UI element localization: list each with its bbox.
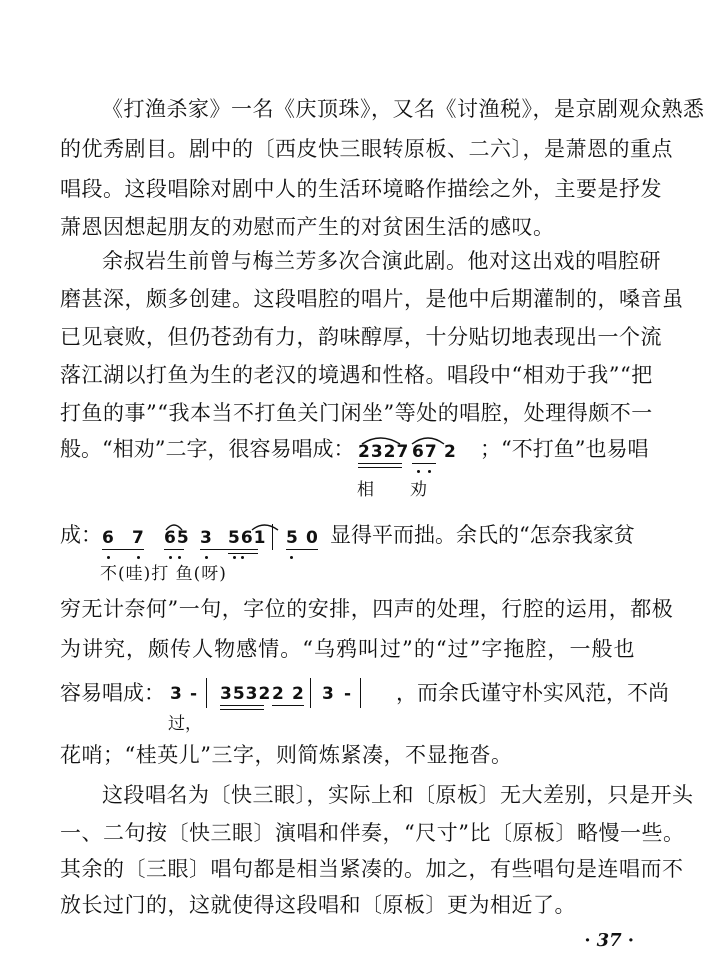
notation-line-1	[60, 432, 649, 472]
bar-line	[206, 678, 207, 708]
note: 3	[170, 684, 183, 704]
note: 7	[132, 528, 145, 548]
note: 2	[272, 684, 285, 704]
text-line: 已见衰败，但仍苍劲有力，韵味醇厚，十分贴切地表现出一个流	[60, 325, 662, 349]
note: 2	[292, 684, 305, 704]
text-line: 落江湖以打鱼为生的老汉的境遇和性格。唱段中“相劝于我”“把	[60, 363, 653, 387]
lyric-syllable: 劝	[410, 480, 427, 500]
underline	[358, 463, 402, 464]
lyric-syllable: 相	[357, 480, 374, 500]
dash: -	[190, 684, 199, 704]
lyric-syllable: 过，	[168, 714, 202, 734]
note-group: 2327	[358, 442, 410, 462]
bar-line	[310, 678, 311, 708]
underline	[272, 705, 304, 706]
underline	[164, 549, 184, 550]
notation-line-2	[60, 518, 635, 558]
underline	[220, 709, 264, 710]
text-line: 穷无计奈何”一句，字位的安排，四声的处理，行腔的运用，都极	[60, 597, 674, 621]
text-line: 余叔岩生前曾与梅兰芳多次合演此剧。他对这出戏的唱腔研	[102, 249, 661, 273]
lyric-line: 不(哇)打 鱼(呀)	[100, 564, 227, 584]
note: 6	[102, 528, 115, 548]
octave-dot	[290, 556, 293, 559]
note-group: 561	[228, 528, 267, 548]
underline	[200, 549, 258, 550]
underline	[412, 463, 436, 464]
text-line: 这段唱名为〔快三眼〕，实际上和〔原板〕无大差别，只是开头	[102, 783, 694, 807]
bar-line	[360, 678, 361, 708]
underline	[358, 467, 402, 468]
underline	[220, 705, 264, 706]
underline	[286, 549, 318, 550]
notation-line-3	[60, 676, 669, 716]
text-before-notation: 般。“相劝”二字，很容易唱成：	[60, 437, 355, 461]
text-line: 《打渔杀家》一名《庆顶珠》，又名《讨渔税》，是京剧观众熟悉	[102, 97, 705, 121]
octave-dot	[137, 556, 140, 559]
octave-dot	[107, 556, 110, 559]
note: 5	[286, 528, 299, 548]
text-after-notation: 显得平而拙。余氏的“怎奈我家贫	[330, 523, 635, 547]
text-line: 的优秀剧目。剧中的〔西皮快三眼转原板、二六〕，是萧恩的重点	[60, 137, 673, 161]
text-after-notation: ，而余氏谨守朴实风范，不尚	[396, 681, 669, 705]
text-before-notation: 成：	[60, 523, 102, 547]
text-line: 放长过门的，这就使得这段唱和〔原板〕更为相近了。	[60, 893, 576, 917]
text-line: 萧恩因想起朋友的劝慰而产生的对贫困生活的感叹。	[60, 215, 555, 239]
text-before-notation: 容易唱成：	[60, 681, 165, 705]
underline	[228, 553, 258, 554]
octave-dot	[241, 556, 244, 559]
note-group: 67	[412, 442, 438, 462]
note-group: 2	[444, 442, 457, 462]
text-line: 磨甚深，颇多创建。这段唱腔的唱片，是他中后期灌制的，嗓音虽	[60, 287, 684, 311]
bar-line	[272, 524, 273, 550]
octave-dot	[417, 470, 420, 473]
note: 3	[322, 684, 335, 704]
text-line: 其余的〔三眼〕唱句都是相当紧凑的。加之，有些唱句是连唱而不	[60, 857, 684, 881]
octave-dot	[169, 556, 172, 559]
text-line: 打鱼的事”“我本当不打鱼关门闲坐”等处的唱腔，处理得颇不一	[60, 401, 653, 425]
text-line: 为讲究，颇传人物感情。“乌鸦叫过”的“过”字拖腔，一般也	[60, 637, 635, 661]
note-group: 65	[164, 528, 190, 548]
page-number-value: 37	[596, 930, 622, 951]
octave-dot	[428, 470, 431, 473]
text-line: 一、二句按〔快三眼〕演唱和伴奏，“尺寸”比〔原板〕略慢一些。	[60, 821, 685, 845]
underline	[102, 549, 144, 550]
note: 3	[200, 528, 213, 548]
octave-dot	[233, 556, 236, 559]
octave-dot	[205, 556, 208, 559]
text-line: 唱段。这段唱除对剧中人的生活环境略作描绘之外，主要是抒发	[60, 177, 662, 201]
text-after-notation: ；“不打鱼”也易唱	[480, 437, 649, 461]
dash: -	[344, 684, 353, 704]
text-line: 花哨；“桂英儿”三字，则简炼紧凑，不显拖沓。	[60, 743, 513, 767]
note-group: 3532	[220, 684, 272, 704]
page-number: · 37 ·	[584, 930, 634, 951]
octave-dot	[178, 556, 181, 559]
note: 0	[306, 528, 319, 548]
